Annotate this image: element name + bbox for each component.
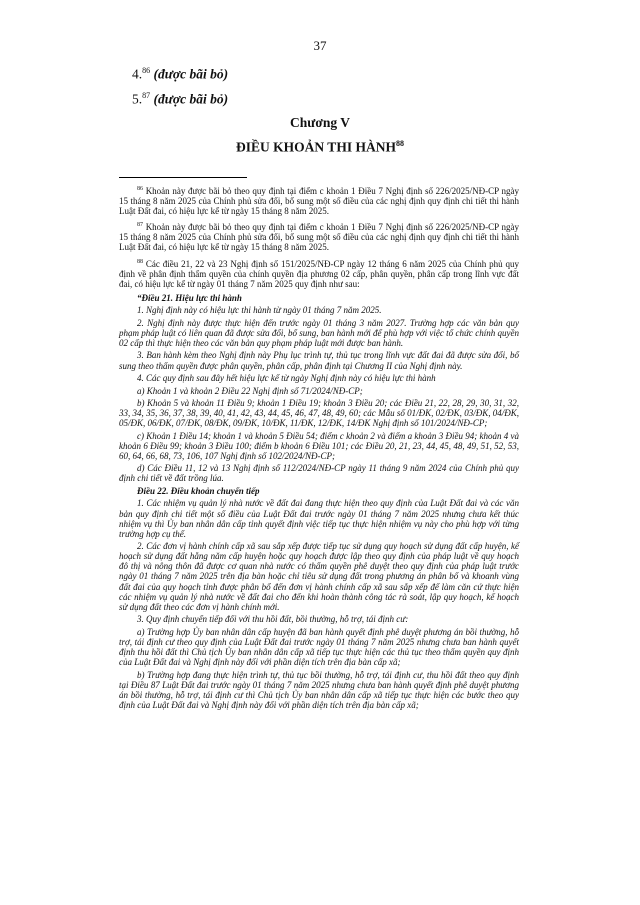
quoted-paragraph: 3. Quy định chuyển tiếp đối với thu hồi đất, bồi thường, hỗ trợ, tái định cư: bbox=[137, 614, 409, 625]
quoted-paragraph: a) Trường hợp Ủy ban nhân dân cấp huyện đã ban hành quyết định phê duyệt phương án bồi thường, hỗ trợ, tái định cư theo quy định của Luật Đất đai trước ngày 01 tháng 7 năm 2025 nhưng chưa ban hành quyết định thu hồi đất thì Chủ tịch Ủy ban nhân dân cấp xã tiếp tục thực hiện các thủ tục theo thẩm quyền quy định của Luật Đất đai và Nghị định này đối với phần diện tích trên địa bàn cấp xã; bbox=[119, 626, 519, 668]
footnote-ref: 88 bbox=[395, 139, 404, 148]
quoted-paragraph: b) Trường hợp đang thực hiện trình tự, thủ tục bồi thường, hỗ trợ, tái định cư, thu hồi đất theo quy định tại Điều 87 Luật Đất đai trước ngày 01 tháng 7 năm 2025 nhưng chưa ban hành quyết định phê duyệt phương án bồi thường, hỗ trợ, tái định cư thì Chủ tịch Ủy ban nhân dân cấp xã tiếp tục thực hiện các bước theo quy định của Luật Đất đai và Nghị định này đối với phần diện tích trên địa bàn cấp xã; bbox=[119, 669, 519, 710]
quoted-paragraph: d) Các Điều 11, 12 và 13 Nghị định số 112/2024/NĐ-CP ngày 11 tháng 9 năm 2024 của Chính phủ quy định chi tiết về đất trồng lúa. bbox=[119, 463, 519, 484]
quoted-paragraph: 4. Các quy định sau đây hết hiệu lực kể từ ngày Nghị định này có hiệu lực thi hành bbox=[137, 373, 436, 384]
footnote-ref: 86 bbox=[142, 66, 151, 75]
page-number: 37 bbox=[313, 38, 327, 53]
footnote-ref: 87 bbox=[142, 91, 151, 100]
quoted-paragraph: 3. Ban hành kèm theo Nghị định này Phụ lục trình tự, thủ tục trong lĩnh vực đất đai đã được sửa đổi, bổ sung theo thẩm quyền được phân quyền, phân cấp, phân định tại Chương II của Nghị định này. bbox=[119, 350, 519, 371]
footnote-87: $^{87}$ Khoản này được bãi bỏ theo quy định tại điểm c khoản 1 Điều 7 Nghị định số 226/2025/NĐ-CP ngày 15 tháng 8 năm 2025 của Chính phủ sửa đổi, bổ sung một số điều của các nghị định quy định chi tiết thi hành Luật Đất đai, có hiệu lực kể từ ngày 15 tháng 8 năm 2025. bbox=[119, 222, 519, 253]
chapter-title bbox=[0, 139, 640, 156]
quoted-heading: Điều 22. Điều khoản chuyển tiếp bbox=[137, 485, 260, 496]
chapter-label: Chương V bbox=[290, 115, 350, 130]
quoted-paragraph: 1. Nghị định này có hiệu lực thi hành từ ngày 01 tháng 7 năm 2025. bbox=[137, 305, 382, 316]
quoted-paragraph: b) Khoản 5 và khoản 11 Điều 9; khoản 1 Điều 19; khoản 3 Điều 20; các Điều 21, 22, 28, 29, 30, 31, 32, 33, 34, 35, 36, 37, 38, 39, 40, 41, 42, 43, 44, 45, 46, 47, 48, 49, 60; các Mẫu số 01/ĐK, 02/ĐK, 03/ĐK, 04/ĐK, 05/ĐK, 06/ĐK, 07/ĐK, 08/ĐK, 09/ĐK, 10/ĐK, 11/ĐK, 12/ĐK, 14/ĐK Nghị định số 101/2024/NĐ-CP; bbox=[119, 398, 519, 429]
item-text: (được bãi bỏ) bbox=[153, 91, 229, 107]
chapter-title-text: ĐIỀU KHOẢN THI HÀNH bbox=[236, 139, 396, 155]
item-number: 5. bbox=[132, 91, 143, 107]
quoted-text bbox=[119, 293, 519, 710]
footnote-separator bbox=[119, 177, 247, 178]
quoted-paragraph: 2. Nghị định này được thực hiện đến trước ngày 01 tháng 3 năm 2027. Trường hợp các văn bản quy phạm pháp luật có liên quan đã được sửa đổi, bổ sung, ban hành mới để phù hợp với việc tổ chức chính quyền 02 cấp thì thực hiện theo các văn bản quy phạm pháp luật mới được ban hành. bbox=[119, 317, 519, 348]
list-item bbox=[132, 91, 228, 108]
quoted-paragraph: c) Khoản 1 Điều 14; khoản 1 và khoản 5 Điều 54; điểm c khoản 2 và điểm a khoản 3 Điều 94; khoản 4 và khoản 6 Điều 99; khoản 3 Điều 100; điểm b khoản 6 Điều 101; các Điều 20, 21, 23, 44, 45, 48, 49, 51, 52, 53, 60, 64, 66, 68, 73, 106, 107 Nghị định số 102/2024/NĐ-CP; bbox=[119, 430, 519, 461]
footnote-88: $^{88}$ Các điều 21, 22 và 23 Nghị định số 151/2025/NĐ-CP ngày 12 tháng 6 năm 2025 của Chính phủ quy định về phân định thẩm quyền của chính quyền địa phương 02 cấp, phân quyền, phân cấp trong lĩnh vực đất đai, có hiệu lực kể từ ngày 01 tháng 7 năm 2025 quy định như sau: bbox=[119, 258, 520, 289]
quoted-paragraph: 2. Các đơn vị hành chính cấp xã sau sắp xếp được tiếp tục sử dụng quy hoạch sử dụng đất cấp huyện, kế hoạch sử dụng đất hằng năm cấp huyện hoặc quy hoạch được lập theo quy định của pháp luật về quy hoạch đô thị và nông thôn đã được cơ quan nhà nước có thẩm quyền phê duyệt theo quy định của pháp luật trước ngày 01 tháng 7 năm 2025 trên địa bàn hoặc chỉ tiêu sử dụng đất trong phương án phân bổ và khoanh vùng đất đai của quy hoạch tỉnh được phân bổ đến đơn vị hành chính cấp xã sau sắp xếp để làm căn cứ thực hiện các nhiệm vụ quản lý nhà nước về đất đai cho đến khi hoàn thành công tác rà soát, lập quy hoạch, kế hoạch sử dụng đất theo các đơn vị hành chính mới. bbox=[119, 541, 519, 612]
footnote-86: $^{86}$ Khoản này được bãi bỏ theo quy định tại điểm c khoản 1 Điều 7 Nghị định số 226/2025/NĐ-CP ngày 15 tháng 8 năm 2025 của Chính phủ sửa đổi, bổ sung một số điều của các nghị định quy định chi tiết thi hành Luật Đất đai, có hiệu lực kể từ ngày 15 tháng 8 năm 2025. bbox=[119, 186, 519, 217]
item-number: 4. bbox=[132, 66, 143, 82]
footnotes bbox=[119, 184, 519, 712]
quoted-paragraph: a) Khoản 1 và khoản 2 Điều 22 Nghị định số 71/2024/NĐ-CP; bbox=[137, 385, 363, 396]
quoted-paragraph: 1. Các nhiệm vụ quản lý nhà nước về đất đai đang thực hiện theo quy định của Luật Đất đai và các văn bản quy định chi tiết một số điều của Luật Đất đai trước ngày 01 tháng 7 năm 2025 nhưng chưa kết thúc nhiệm vụ thì Ủy ban nhân dân cấp tỉnh quyết định việc tiếp tục thực hiện nhiệm vụ này cho phù hợp với từng trường hợp cụ thể. bbox=[119, 498, 519, 539]
list-item bbox=[132, 66, 228, 83]
item-text: (được bãi bỏ) bbox=[153, 66, 229, 82]
quoted-heading: “Điều 21. Hiệu lực thi hành bbox=[137, 292, 242, 303]
